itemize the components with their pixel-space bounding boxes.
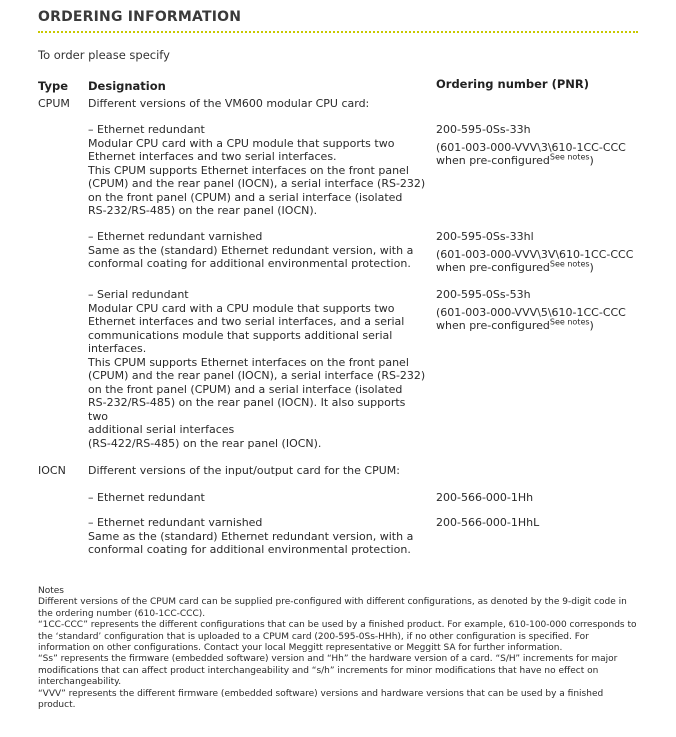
item-line: interfaces. <box>88 342 147 355</box>
item-name: – Ethernet redundant varnished <box>88 230 263 243</box>
cpum-item-ethernet-redundant <box>88 123 428 218</box>
notes-paragraph: “1CC-CCC” represents the different configurations that can be used by a finished product. For example, 610-100-000 corresponds to the ‘standard’ configuration that is uploaded to a CPUM card (200-595-0Ss-HHh), if no other configuration is specified. For information on other configurations. Contact your local Meggitt representative or Meggitt SA for further information. <box>38 620 637 654</box>
cpum-item-serial-redundant <box>88 288 428 450</box>
iocn-description: Different versions of the input/output card for the CPUM: <box>88 464 400 477</box>
iocn-item-ethernet-redundant-varnished <box>88 516 428 557</box>
notes-paragraph: “Ss” represents the firmware (embedded software) version and “Hh” the hardware version of a card. “S/H” increments for major modifications that can affect product interchangeability and “s/h” increments for minor modifications that have no effect on interchangeability. <box>38 654 618 688</box>
item-line: Ethernet interfaces and two serial interfaces, and a serial <box>88 315 405 328</box>
item-line: (RS-422/RS-485) on the rear panel (IOCN). <box>88 436 322 450</box>
notes-paragraph: Different versions of the CPUM card can be supplied pre-configured with different configurations, as denoted by the 9-digit code in the ordering number (610-1CC-CCC). <box>38 597 627 619</box>
item-line: Same as the (standard) Ethernet redundant version, with a <box>88 243 414 257</box>
header-type: Type <box>38 79 69 93</box>
cpum-description: Different versions of the VM600 modular CPU card: <box>88 97 370 110</box>
item-line: additional serial interfaces <box>88 423 235 436</box>
iocn-pnr-ethernet-redundant-varnished: 200-566-000-1HhL <box>436 516 540 529</box>
intro-text: To order please specify <box>38 48 170 62</box>
cpum-pnr-ethernet-redundant-varnished <box>436 230 656 275</box>
dotted-divider <box>38 31 638 33</box>
item-line: communications module that supports additional serial <box>88 328 393 342</box>
config-line-2: when pre-configured$^{See notes}$) <box>436 152 594 167</box>
notes-heading: Notes <box>38 586 64 596</box>
config-line: (601-003-000-VVV\3\610-1CC-CCC <box>436 140 626 154</box>
iocn-item-ethernet-redundant <box>88 491 428 505</box>
type-cpum: CPUM <box>38 97 70 110</box>
section-title: ORDERING INFORMATION <box>38 9 242 25</box>
config-line-2: when pre-configured$^{See notes}$) <box>436 317 594 332</box>
item-line: conformal coating for additional environmental protection. <box>88 257 411 270</box>
item-line: This CPUM supports Ethernet interfaces on the front panel <box>88 355 409 369</box>
item-line: (CPUM) and the rear panel (IOCN), a serial interface (RS-232) <box>88 177 426 190</box>
pnr-value: 200-595-0Ss-33h <box>436 123 531 136</box>
cpum-pnr-serial-redundant <box>436 288 656 333</box>
header-designation: Designation <box>88 79 166 93</box>
header-pnr: Ordering number (PNR) <box>436 77 589 91</box>
notes-paragraph: “VVV” represents the different firmware (embedded software) versions and hardware versions that can be used by a finished product. <box>38 688 604 711</box>
item-line: conformal coating for additional environmental protection. <box>88 543 411 556</box>
config-line: (601-003-000-VVV\5\610-1CC-CCC <box>436 305 626 319</box>
cpum-item-ethernet-redundant-varnished <box>88 230 428 271</box>
item-name: – Ethernet redundant <box>88 123 205 136</box>
iocn-pnr-ethernet-redundant: 200-566-000-1Hh <box>436 491 534 504</box>
item-line: on the front panel (CPUM) and a serial interface (isolated <box>88 190 403 204</box>
item-line: Modular CPU card with a CPU module that supports two <box>88 136 395 150</box>
type-iocn: IOCN <box>38 464 66 477</box>
item-line: This CPUM supports Ethernet interfaces on the front panel <box>88 163 409 177</box>
item-line: Ethernet interfaces and two serial interfaces. <box>88 150 337 163</box>
item-line: Same as the (standard) Ethernet redundant version, with a <box>88 529 414 543</box>
config-line-2: when pre-configured$^{See notes}$) <box>436 259 594 274</box>
item-line: RS-232/RS-485) on the rear panel (IOCN). <box>88 204 318 217</box>
notes-section <box>38 586 638 711</box>
pnr-value: 200-595-0Ss-33hl <box>436 230 534 243</box>
item-line: Modular CPU card with a CPU module that supports two <box>88 301 395 315</box>
item-name: – Serial redundant <box>88 288 189 301</box>
item-name: – Ethernet redundant varnished <box>88 516 263 529</box>
config-line: (601-003-000-VVV\3V\610-1CC-CCC <box>436 247 634 261</box>
item-line: RS-232/RS-485) on the rear panel (IOCN). It also supports two <box>88 396 406 423</box>
pnr-value: 200-595-0Ss-53h <box>436 288 531 301</box>
item-name: – Ethernet redundant <box>88 491 205 504</box>
cpum-pnr-ethernet-redundant <box>436 123 656 168</box>
item-line: on the front panel (CPUM) and a serial interface (isolated <box>88 382 403 396</box>
item-line: (CPUM) and the rear panel (IOCN), a serial interface (RS-232) <box>88 369 426 382</box>
